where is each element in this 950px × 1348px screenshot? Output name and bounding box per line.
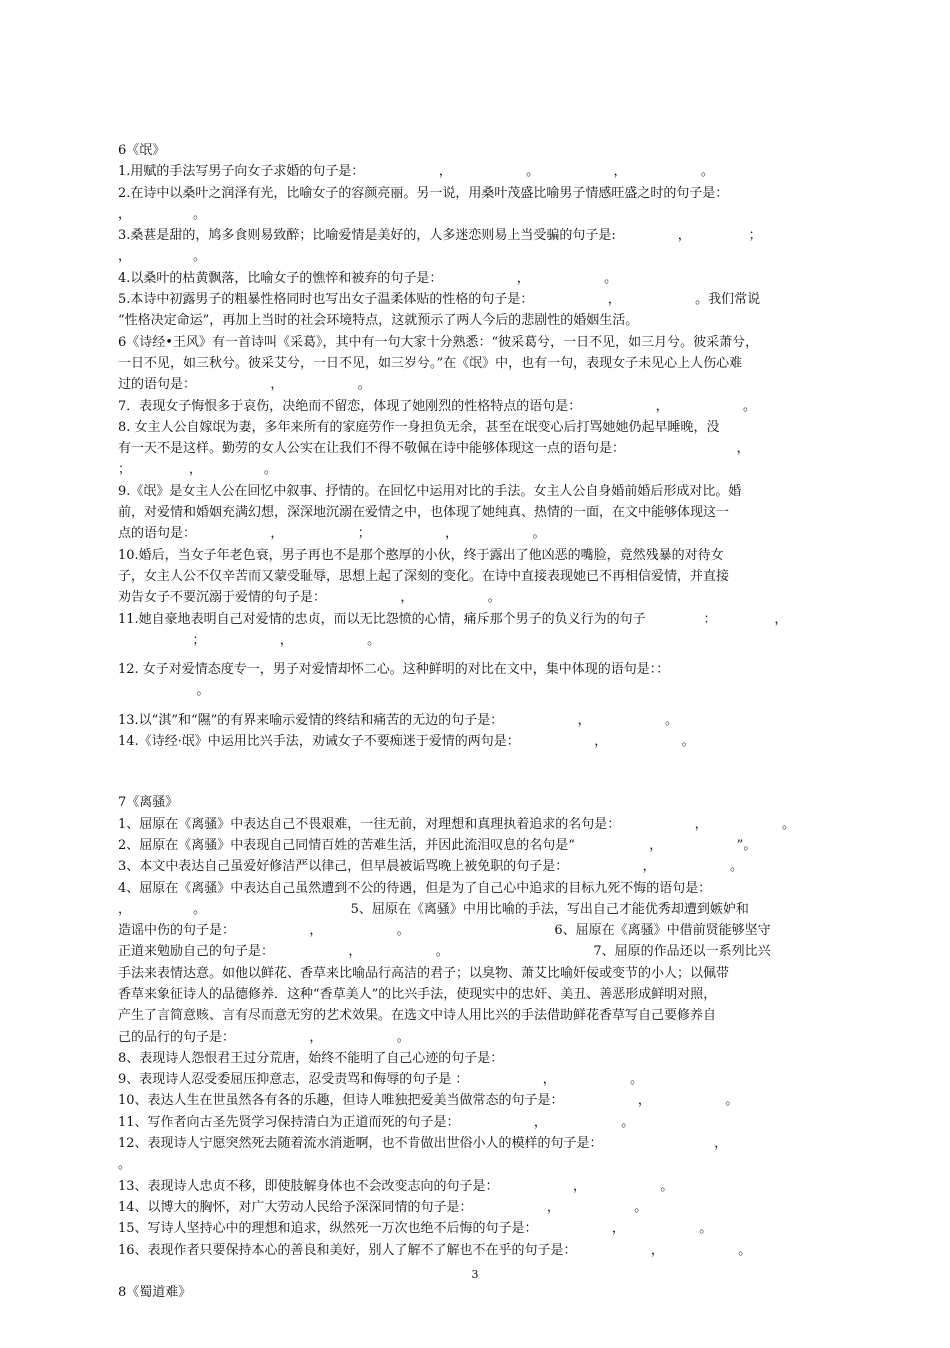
- question-line: 9.《氓》是女主人公在回忆中叙事、抒情的。在回忆中运用对比的手法。女主人公自身婚前婚后形成对比。婚: [118, 483, 742, 499]
- question-line: 6《诗经•王风》有一首诗叫《采葛》，其中有一句大家十分熟悉：“彼采葛兮，一日不见，如三月兮。彼采萧兮，: [118, 334, 759, 350]
- question-line: ， 。: [118, 249, 206, 265]
- question-line: 11.她自豪地表明自己对爱情的忠贞，而以无比怨愤的心情，痛斥那个男子的负义行为的句子 ： ，: [118, 611, 788, 627]
- section-6-questions: [118, 161, 832, 752]
- question-line: 劝告女子不要沉溺于爱情的句子是： ， 。: [118, 590, 501, 606]
- question-line: 1、屈原在《离骚》中表达自己不畏艰难，一往无前，对理想和真理执着追求的名句是： ， 。: [118, 816, 796, 832]
- question-line: 2、屈原在《离骚》中表现自己同情百姓的苦难生活，并因此流泪叹息的名句是“ ， ”。: [118, 837, 757, 853]
- question-line: 3.桑葚是甜的，鸠多食则易致醉；比喻爱情是美好的，人多迷恋则易上当受骗的句子是: ， ；: [118, 228, 762, 244]
- question-line: ， 。: [118, 206, 206, 222]
- question-line: 3、本文中表达自己虽爱好修洁严以律己，但早晨被诟骂晚上被免职的句子是： ， 。: [118, 859, 744, 875]
- question-line: 2.在诗中以桑叶之润泽有光，比喻女子的容颜亮丽。另一说，用桑叶茂盛比喻男子情感旺盛之时的句子是：: [118, 185, 729, 201]
- question-line: ， 。 5、屈原在《离骚》中用比喻的手法，写出自己才能优秀却遭到嫉妒和: [118, 901, 749, 917]
- question-line: 8、表现诗人怨恨君王过分荒唐，始终不能明了自己心迹的句子是：: [118, 1050, 504, 1066]
- question-line: 14.《诗经·氓》中运用比兴手法，劝诫女子不要痴迷于爱情的两句是： ， 。: [118, 734, 695, 750]
- section-7-title: 7《离骚》: [118, 795, 179, 811]
- question-line: 5.本诗中初露男子的粗暴性格同时也写出女子温柔体贴的性格的句子是： ， 。我们常说: [118, 292, 761, 308]
- question-line: 10、表达人生在世虽然各有各的乐趣，但诗人唯独把爱美当做常态的句子是： ， 。: [118, 1093, 739, 1109]
- question-line: 香草来象征诗人的品德修养．这种“香草美人”的比兴手法，使现实中的忠奸、美丑、善恶形成鲜明对照，: [118, 986, 717, 1002]
- question-line: 过的语句是： ， 。: [118, 377, 371, 393]
- question-line: 前，对爱情和婚姻充满幻想，深深地沉溺在爱情之中，也体现了她纯真、热情的一面，在文中能够体现这一: [118, 505, 730, 521]
- question-line: 4.以桑叶的枯黄飘落，比喻女子的憔悴和被弃的句子是： ， 。: [118, 270, 618, 286]
- question-line: 13、表现诗人忠贞不移，即使肢解身体也不会改变志向的句子是： ， 。: [118, 1178, 674, 1194]
- question-line: 造谣中伤的句子是： ， 。 6、屈原在《离骚》中借前贤能够坚守: [118, 923, 771, 939]
- question-line: 产生了言简意赅、言有尽而意无穷的艺术效果。在选文中诗人用比兴的手法借助鲜花香草写自己要修养自: [118, 1008, 717, 1024]
- section-7-questions: [118, 814, 832, 1261]
- question-line: 一日不见，如三秋兮。彼采艾兮，一日不见，如三岁兮。”在《氓》中，也有一句，表现女子未见心上人伤心难: [118, 355, 743, 371]
- question-line: 13.以“淇”和“隰”的有界来喻示爱情的终结和痛苦的无边的句子是： ， 。: [118, 712, 679, 728]
- section-6-title: 6《氓》: [118, 143, 166, 158]
- section-8-title: 8《蜀道难》: [118, 1285, 192, 1301]
- question-line: 15、写诗人坚持心中的理想和追求，纵然死一万次也绝不后悔的句子是： ， 。: [118, 1221, 713, 1237]
- question-line: 12、表现诗人宁愿突然死去随着流水消逝啊，也不肯做出世俗小人的模样的句子是： ，: [118, 1136, 728, 1152]
- question-line: 手法来表情达意。如他以鲜花、香草来比喻品行高洁的君子；以臭物、萧艾比喻奸佞或变节的小人；以佩带: [118, 965, 730, 981]
- page-number: 3: [471, 1268, 479, 1281]
- question-line: 14、以博大的胸怀，对广大劳动人民给予深深同情的句子是： ， 。: [118, 1199, 648, 1215]
- question-line: 点的语句是： ， ； ， 。: [118, 526, 546, 542]
- question-line: 己的品行的句子是： ， 。: [118, 1029, 410, 1045]
- question-line: 10.婚后，当女子年老色衰，男子再也不是那个憨厚的小伙，终于露出了他凶恶的嘴脸，竟然残暴的对待女: [118, 547, 724, 563]
- question-line: 4、屈原在《离骚》中表达自己虽然遭到不公的待遇，但是为了自己心中追求的目标九死不悔的语句是：: [118, 880, 712, 896]
- question-line: ； ， 。: [118, 462, 277, 478]
- question-line: 12. 女子对爱情态度专一，男子对爱情却怀二心。这种鲜明的对比在文中，集中体现的语句是：：: [118, 662, 670, 678]
- question-line: ； ， 。: [118, 632, 381, 648]
- question-line: 1.用赋的手法写男子向女子求婚的句子是： ， 。 ， 。: [118, 164, 714, 180]
- question-line: “性格决定命运”，再加上当时的社会环境特点，这就预示了两人今后的悲剧性的婚姻生活。: [118, 313, 639, 329]
- question-line: 8. 女主人公自嫁氓为妻，多年来所有的家庭劳作一身担负无余，甚至在氓变心后打骂她她仍起早睡晚，没: [118, 419, 720, 435]
- question-line: 11、写作者向古圣先贤学习保持清白为正道而死的句子是： ， 。: [118, 1114, 635, 1130]
- question-line: 。: [118, 683, 210, 699]
- question-line: 正道来勉励自己的句子是： ， 。 7、屈原的作品还以一系列比兴: [118, 944, 771, 960]
- question-line: 有一天不是这样。勤劳的女人公实在让我们不得不敬佩在诗中能够体现这一点的语句是： ，: [118, 441, 750, 457]
- question-line: 16、表现作者只要保持本心的善良和美好，别人了解不了解也不在乎的句子是： ， 。: [118, 1242, 752, 1258]
- question-line: 。: [118, 1157, 132, 1173]
- question-line: 9、表现诗人忍受委屈压抑意志，忍受责骂和侮辱的句子是 ： ， 。: [118, 1072, 644, 1088]
- question-line: 子，女主人公不仅辛苦而又蒙受耻辱，思想上起了深刻的变化。在诗中直接表现她已不再相信爱情，并直接: [118, 568, 730, 584]
- document-page: [118, 140, 832, 1303]
- question-line: 7．表现女子悔恨多于哀伤，决绝而不留恋，体现了她刚烈的性格特点的语句是： ， 。: [118, 398, 757, 414]
